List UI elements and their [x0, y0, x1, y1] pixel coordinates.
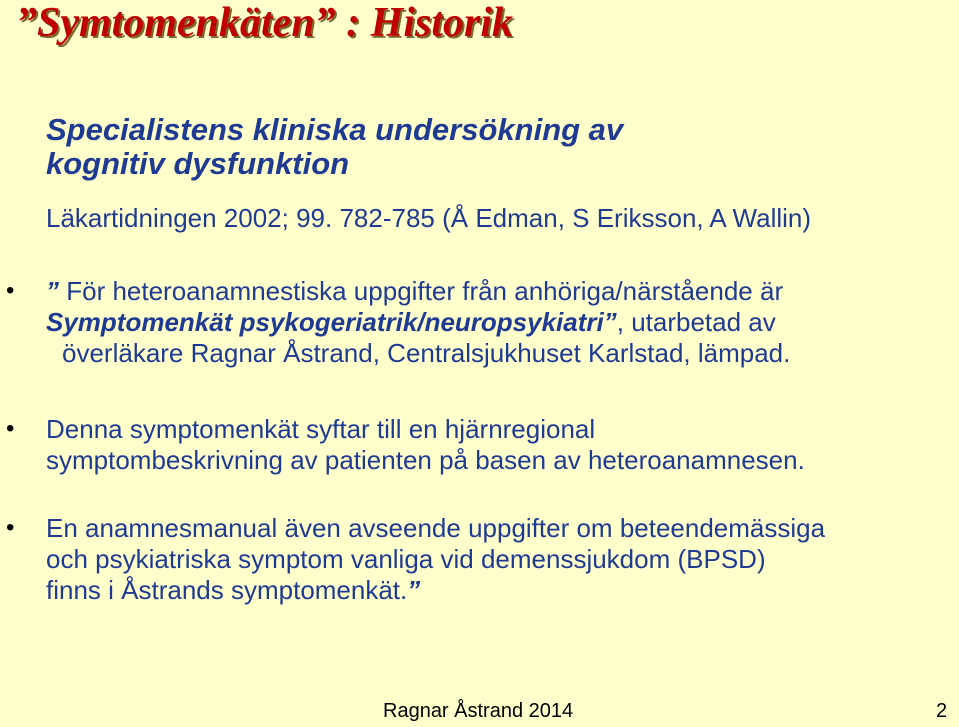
subtitle-line-1: Specialistens kliniska undersökning av — [46, 112, 624, 147]
page-number: 2 — [936, 700, 948, 722]
bullet-1-line-3: överläkare Ragnar Åstrand, Centralsjukhuset Karlstad, lämpad. — [62, 338, 791, 368]
bullet-1-emphasis: Symptomenkät psykogeriatrik/neuropsykiatri” — [46, 307, 617, 337]
bullet-2-line-2: symptombeskrivning av patienten på basen av heteroanamnesen. — [46, 445, 805, 475]
slide-title: ”Symtomenkäten” : Historik — [16, 0, 514, 46]
bullet-1-text — [46, 276, 790, 369]
slide-subtitle — [46, 113, 906, 181]
bullet-1-line-1 — [46, 276, 790, 307]
bullet-3-text — [46, 513, 825, 606]
bullet-3-quote-close: ” — [407, 575, 421, 605]
bullet-3-line-1: En anamnesmanual även avseende uppgifter om beteendemässiga — [46, 513, 826, 543]
reference-citation: Läkartidningen 2002; 99. 782-785 (Å Edman, S Eriksson, A Wallin) — [46, 203, 812, 233]
bullet-2-line-1: Denna symptomenkät syftar till en hjärnregional — [46, 414, 596, 444]
bullet-3-line-3 — [46, 575, 825, 606]
subtitle-line-2: kognitiv dysfunktion — [46, 146, 350, 181]
bullet-marker-3: • — [6, 514, 15, 541]
bullet-2-text — [46, 414, 805, 476]
bullet-1-line-1-text: För heteroanamnestiska uppgifter från anhöriga/närstående är — [59, 276, 784, 306]
bullet-marker-1: • — [6, 277, 15, 304]
footer-author: Ragnar Åstrand 2014 — [383, 700, 574, 722]
bullet-3-line-2: och psykiatriska symptom vanliga vid demenssjukdom (BPSD) — [46, 544, 766, 574]
bullet-3-line-3-text: finns i Åstrands symptomenkät. — [46, 575, 408, 605]
bullet-1-line-2 — [46, 307, 790, 338]
bullet-1-quote-open: ” — [46, 276, 59, 306]
bullet-1-line-2-text: , utarbetad av — [616, 307, 776, 337]
bullet-marker-2: • — [6, 415, 15, 442]
